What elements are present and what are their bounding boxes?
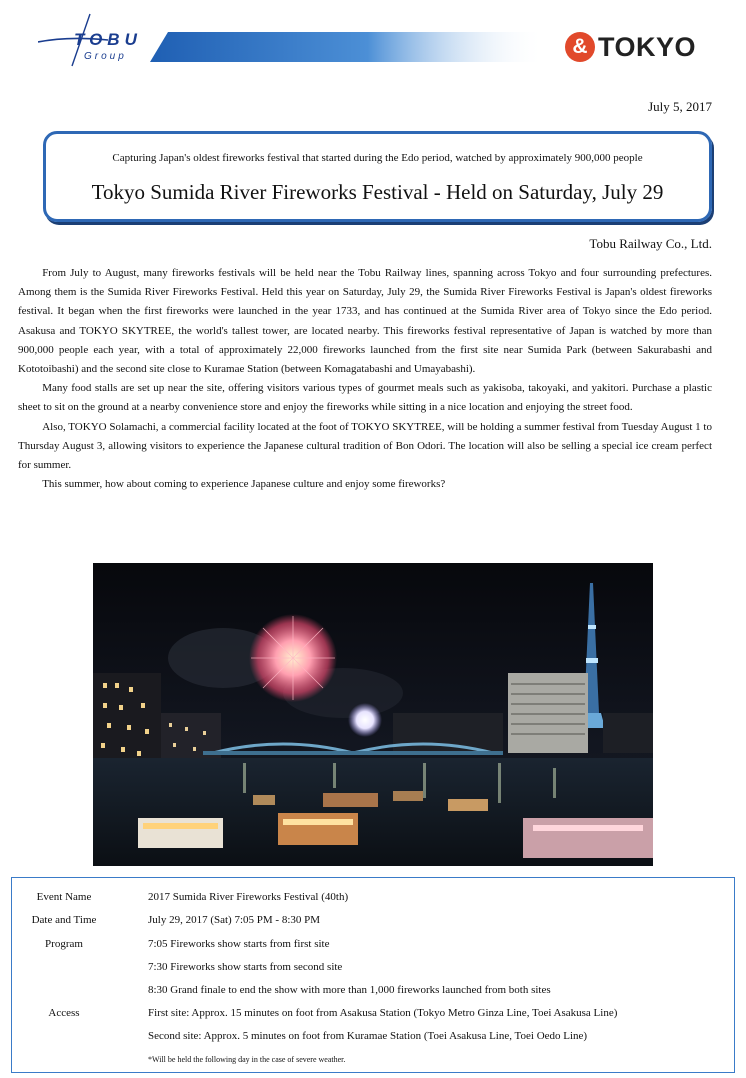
page-title: Tokyo Sumida River Fireworks Festival - Held on Saturday, July 29	[91, 180, 664, 204]
paragraph: Many food stalls are set up near the site, offering visitors various types of gourmet meals such as yakisoba, takoyaki, and yakitori. Purchase a plastic sheet to sit on the ground at a nearby convenience store and enjoy the fireworks while sitting in a nice location and enjoying the street food.	[18, 382, 712, 414]
paragraph: This summer, how about coming to experience Japanese culture and enjoy some fireworks?	[42, 478, 446, 491]
tokyo-logo-text: TOKYO	[598, 31, 697, 62]
access-item: First site: Approx. 15 minutes on foot from Asakusa Station (Tokyo Metro Ginza Line, Toei Asakusa Line)	[148, 1007, 618, 1019]
date-time-label: Date and Time	[31, 914, 97, 926]
ampersand-icon: &	[565, 32, 595, 62]
event-info-table	[11, 877, 735, 1073]
event-name-label: Event Name	[36, 891, 92, 903]
title-box	[43, 131, 712, 222]
header-gradient-bar	[150, 32, 545, 62]
date-time-value: July 29, 2017 (Sat) 7:05 PM - 8:30 PM	[148, 914, 321, 926]
body-text	[18, 264, 712, 494]
access-label: Access	[48, 1007, 80, 1019]
page-header	[0, 0, 746, 90]
program-item: 7:30 Fireworks show starts from second site	[148, 961, 343, 973]
subtitle: Capturing Japan's oldest fireworks festival that started during the Edo period, watched by approximately 900,000 people	[112, 152, 643, 164]
program-label: Program	[45, 938, 83, 950]
paragraph: From July to August, many fireworks festivals will be held near the Tobu Railway lines, spanning across Tokyo and four surrounding prefectures. Among them is the Sumida River Fireworks Festival. Held this year on Saturday, July 29, the Sumida River Fireworks Festival is Japan's oldest fireworks festival. It began when the first fireworks were launched in the year 1733, and has continued at the Sumida River area of Tokyo since the Edo period. Asakusa and TOKYO SKYTREE, the world's tallest tower, are located nearby. This fireworks festival representative of Japan is watched by more than 900,000 people each year, with a total of approximately 22,000 fireworks launched from the first site near Sumida Park (between Sakurabashi and Kototoibashi) and the second site close to Kuramae Station (between Komagatabashi and Umayabashi).	[18, 267, 712, 376]
company-name: Tobu Railway Co., Ltd.	[589, 236, 712, 251]
tobu-logo-text: TOBU	[74, 30, 142, 49]
tobu-logo-subtext: Group	[84, 51, 127, 62]
and-tokyo-logo	[565, 30, 696, 64]
program-item: 8:30 Grand finale to end the show with more than 1,000 fireworks launched from both sites	[148, 984, 551, 996]
release-date: July 5, 2017	[648, 99, 712, 114]
fireworks-photo	[93, 563, 653, 866]
access-item: Second site: Approx. 5 minutes on foot from Kuramae Station (Toei Asakusa Line, Toei Oedo Line)	[148, 1030, 588, 1042]
weather-note: *Will be held the following day in the case of severe weather.	[148, 1055, 346, 1064]
event-name-value: 2017 Sumida River Fireworks Festival (40th)	[148, 891, 349, 903]
paragraph: Also, TOKYO Solamachi, a commercial facility located at the foot of TOKYO SKYTREE, will be holding a summer festival from Tuesday August 1 to Thursday August 3, allowing visitors to experience the Japanese cultural tradition of Bon Odori. The location will also be selling a special ice cream perfect for summer.	[18, 420, 712, 472]
program-item: 7:05 Fireworks show starts from first site	[148, 938, 330, 950]
